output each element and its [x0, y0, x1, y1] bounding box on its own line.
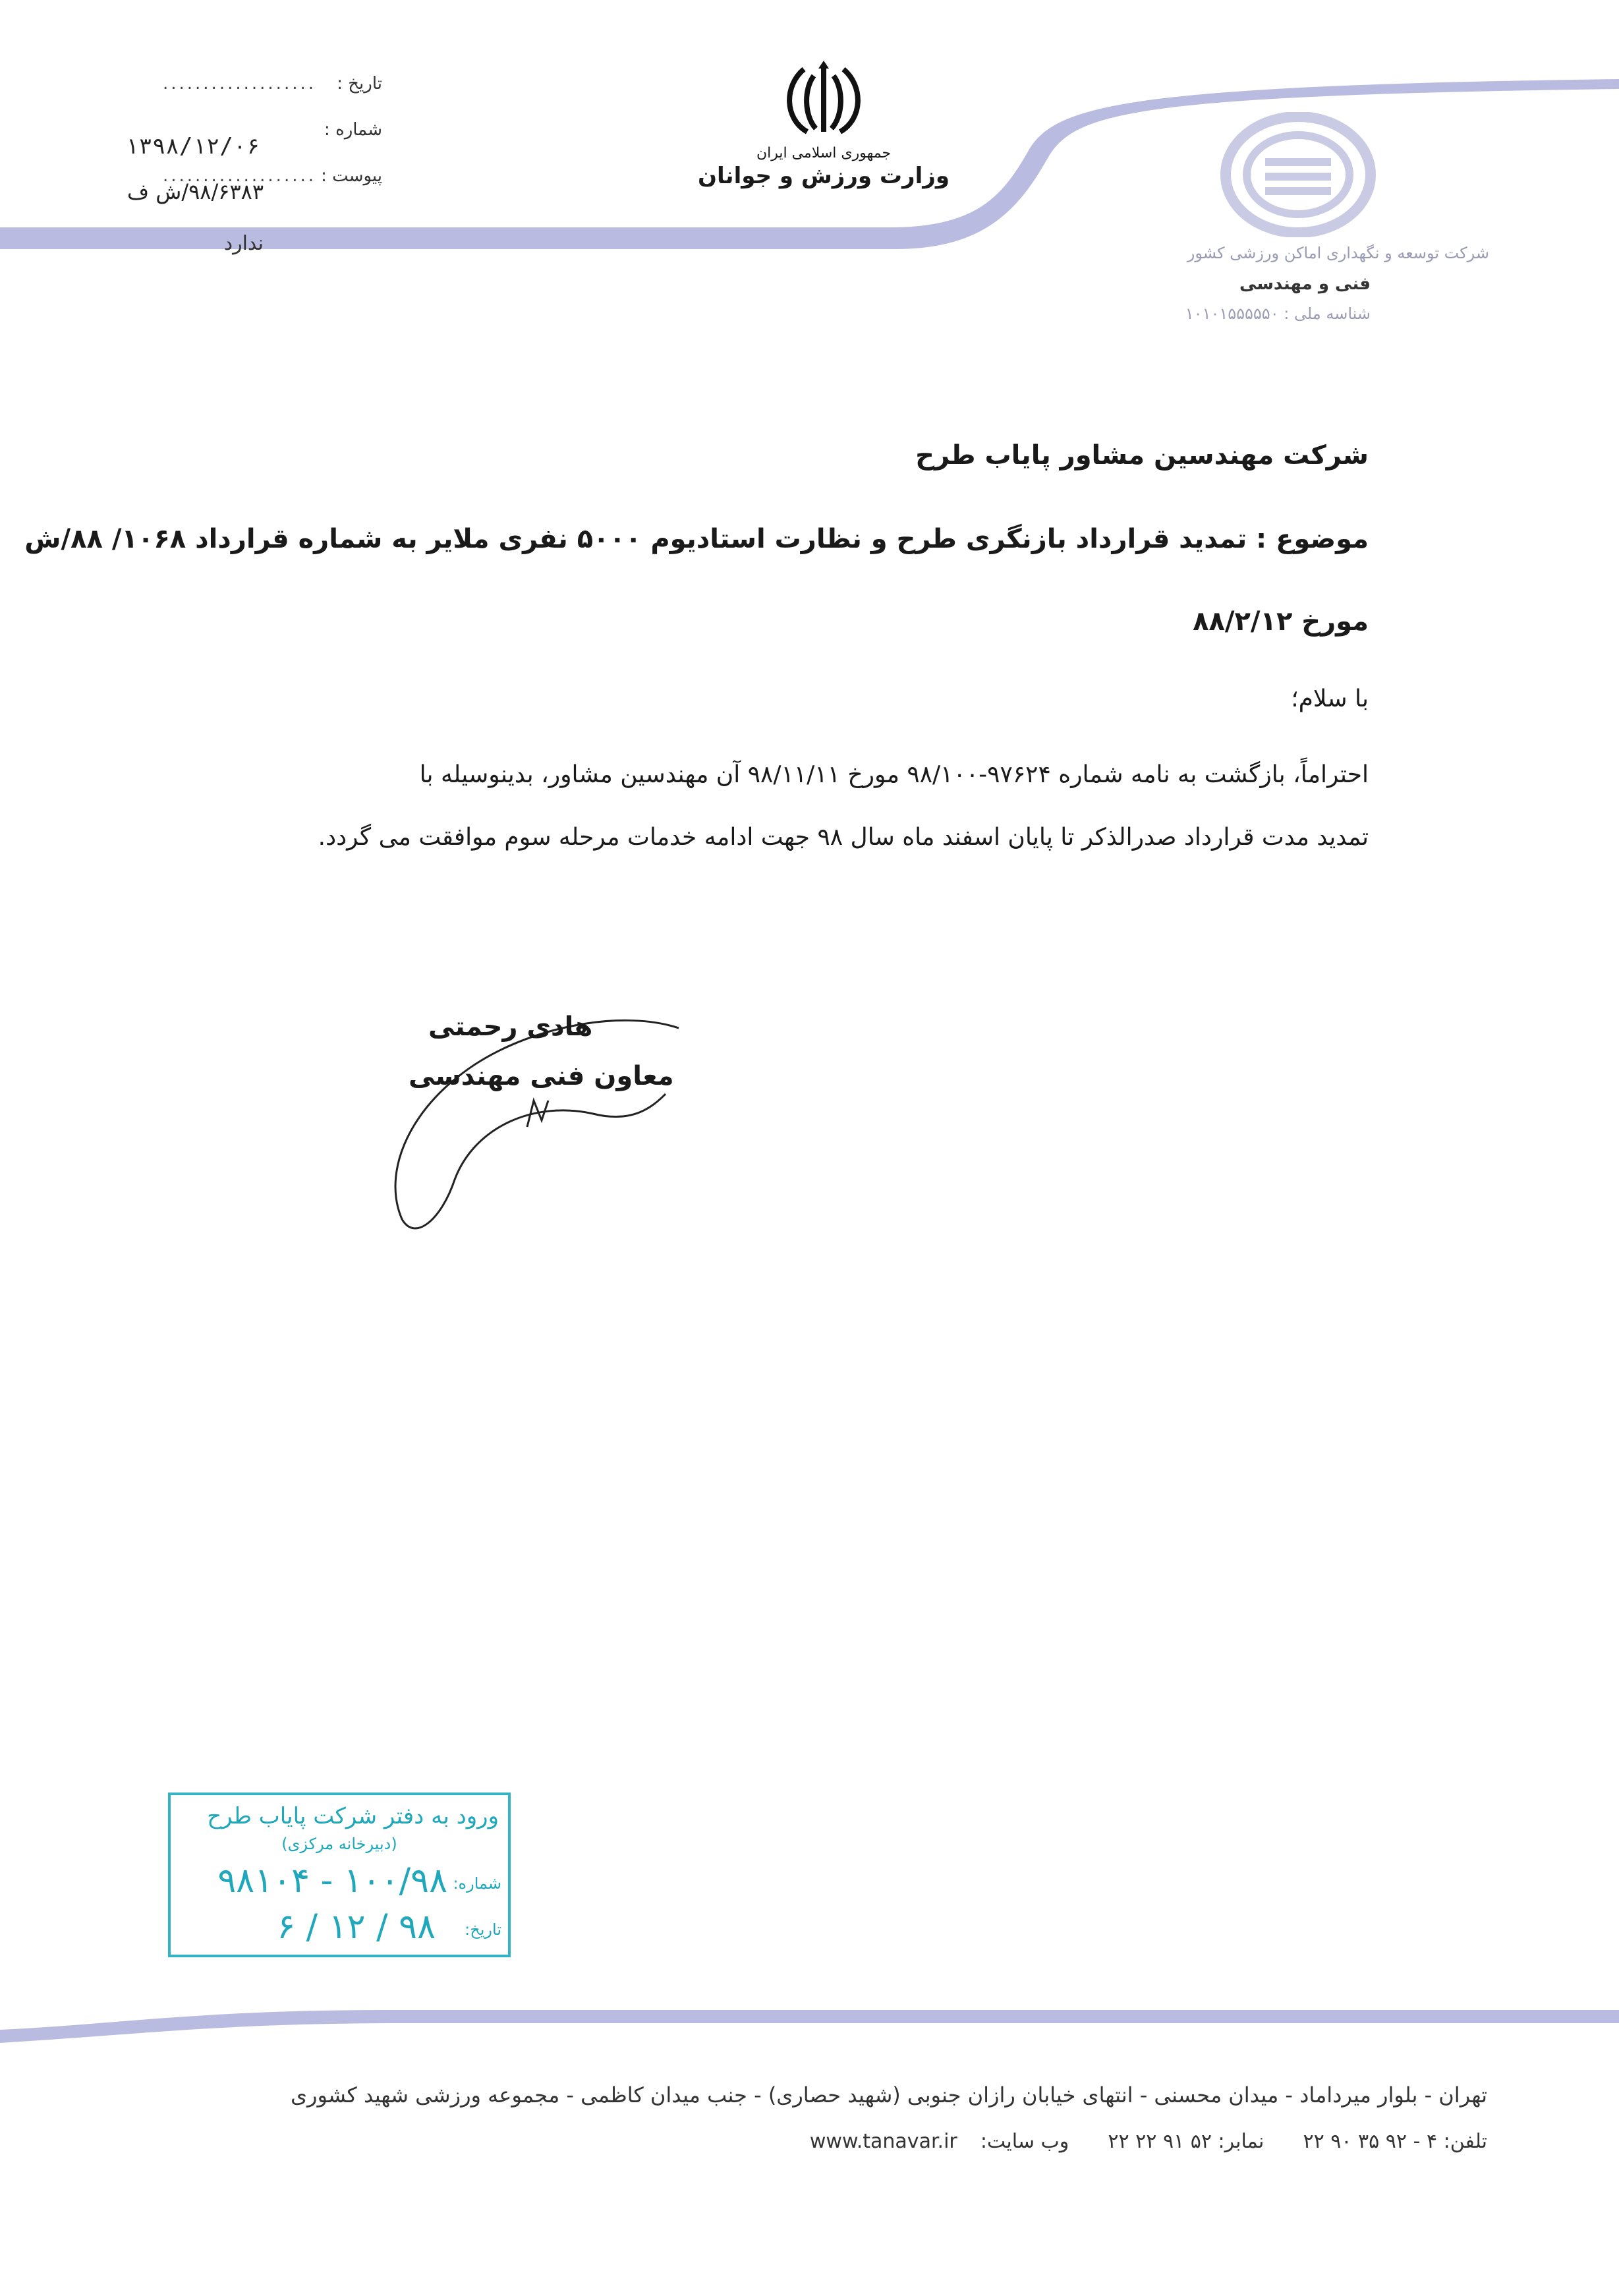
company-name: شرکت توسعه و نگهداری اماکن ورزشی کشور: [1187, 244, 1489, 262]
footer-phone: تلفن: ۴ - ۹۲ ۳۵ ۹۰ ۲۲: [1303, 2130, 1487, 2153]
company-department: فنی و مهندسی: [1239, 274, 1371, 294]
attachment-value: ندارد: [223, 232, 264, 255]
stamp-number-value: ۱۰۰/۹۸ - ۹۸۱۰۴: [217, 1861, 447, 1901]
footer-website-link[interactable]: www.tanavar.ir: [809, 2130, 957, 2153]
number-value: ۹۸/۶۳۸۳/ش ف: [127, 179, 264, 204]
recipient: شرکت مهندسین مشاور پایاب طرح: [915, 440, 1369, 471]
date-value: ۱۳۹۸/۱۲/۰۶: [125, 133, 260, 159]
attachment-label: پیوست :: [321, 166, 382, 186]
company-national-id: شناسه ملی : ۱۰۱۰۱۵۵۵۵۵۰: [1185, 304, 1371, 323]
stamp-subtitle: (دبیرخانه مرکزی): [281, 1835, 397, 1853]
attachment-dots: ...................: [162, 166, 316, 186]
date-dots: ...................: [162, 74, 316, 94]
stamp-number-label: شماره:: [453, 1874, 501, 1893]
iran-emblem-icon: [778, 59, 870, 138]
subject-line-1: موضوع : تمدید قرارداد بازنگری طرح و نظارت استادیوم ۵۰۰۰ نفری ملایر به شماره قرارداد ۱۰۶۸/ ۸۸/ش: [24, 524, 1369, 554]
stamp-date-value: ۹۸ / ۱۲ / ۶: [277, 1907, 436, 1947]
ministry-subtitle: جمهوری اسلامی ایران: [756, 145, 892, 161]
ministry-block: [685, 59, 962, 211]
date-label: تاریخ :: [337, 74, 382, 94]
signer-name: هادی رحمتی: [428, 1012, 593, 1042]
greeting: با سلام؛: [1291, 685, 1369, 712]
body-line-1: احتراماً، بازگشت به نامه شماره ۹۷۶۲۴-۹۸/۱۰۰ مورخ ۹۸/۱۱/۱۱ آن مهندسین مشاور، بدینوسیله با: [419, 761, 1369, 788]
footer-contact: [810, 2130, 1487, 2153]
subject-line-2: مورخ ۸۸/۲/۱۲: [1193, 606, 1369, 637]
stamp-title: ورود به دفتر شرکت پایاب طرح: [207, 1803, 499, 1829]
ministry-name: وزارت ورزش و جوانان: [698, 163, 950, 189]
footer-website-label: وب سایت:: [980, 2130, 1069, 2153]
footer-address: تهران - بلوار میرداماد - میدان محسنی - انتهای خیابان رازان جنوبی (شهید حصاری) - جنب میدان کاظمی - مجموعه ورزشی شهید کشوری: [290, 2082, 1487, 2108]
number-label: شماره :: [324, 120, 382, 140]
footer-band: [0, 2003, 1619, 2096]
stamp-date-label: تاریخ:: [465, 1920, 501, 1939]
footer-fax: نمابر: ۵۲ ۹۱ ۲۲ ۲۲: [1108, 2130, 1264, 2153]
company-logo-icon: [1219, 112, 1377, 237]
number-row: [105, 120, 382, 159]
received-stamp: [168, 1793, 511, 1957]
company-block: [1107, 112, 1489, 330]
body-line-2: تمدید مدت قرارداد صدرالذکر تا پایان اسفند ماه سال ۹۸ جهت ادامه خدمات مرحله سوم موافقت می گردد.: [318, 824, 1369, 851]
signer-title: معاون فنی مهندسی: [409, 1061, 674, 1091]
